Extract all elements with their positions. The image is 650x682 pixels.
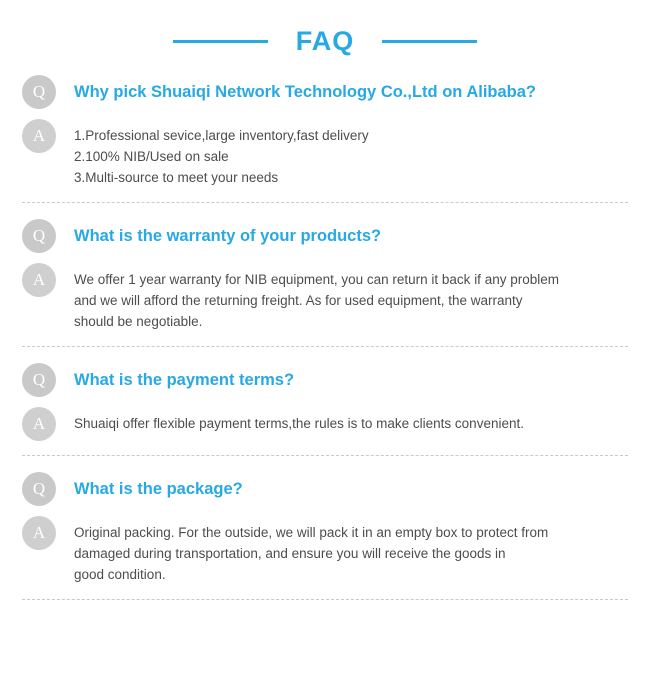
- answer-line: 1.Professional sevice,large inventory,fast delivery: [74, 128, 369, 143]
- page-title: FAQ: [295, 26, 355, 56]
- faq-answer-text: [74, 407, 524, 434]
- faq-question-text: What is the payment terms?: [74, 371, 295, 389]
- faq-question-row: [22, 363, 628, 397]
- faq-answer-row: [22, 516, 628, 585]
- faq-list: [12, 75, 638, 600]
- answer-line: good condition.: [74, 567, 166, 582]
- faq-item: [22, 75, 628, 203]
- question-badge-icon: Q: [22, 472, 56, 506]
- faq-answer-text: [74, 119, 369, 188]
- answer-line: 3.Multi-source to meet your needs: [74, 170, 279, 185]
- answer-line: Original packing. For the outside, we will pack it in an empty box to protect from: [74, 525, 549, 540]
- question-badge-icon: Q: [22, 75, 56, 109]
- answer-line: should be negotiable.: [74, 314, 203, 329]
- faq-answer-text: [74, 516, 548, 585]
- answer-line: 2.100% NIB/Used on sale: [74, 149, 229, 164]
- answer-line: damaged during transportation, and ensure you will receive the goods in: [74, 546, 506, 561]
- question-badge-icon: Q: [22, 363, 56, 397]
- answer-badge-icon: A: [22, 407, 56, 441]
- faq-item: [22, 219, 628, 347]
- header-rule-right: [382, 40, 477, 43]
- faq-question-text: What is the warranty of your products?: [74, 227, 382, 245]
- faq-answer-row: [22, 119, 628, 188]
- question-badge-icon: Q: [22, 219, 56, 253]
- faq-answer-row: [22, 263, 628, 332]
- faq-header: [12, 0, 638, 75]
- answer-badge-icon: A: [22, 263, 56, 297]
- answer-line: Shuaiqi offer flexible payment terms,the rules is to make clients convenient.: [74, 416, 524, 431]
- faq-question-row: [22, 75, 628, 109]
- faq-question-row: [22, 472, 628, 506]
- faq-question-row: [22, 219, 628, 253]
- faq-question-text: What is the package?: [74, 480, 243, 498]
- faq-answer-row: [22, 407, 628, 441]
- faq-answer-text: [74, 263, 559, 332]
- answer-line: We offer 1 year warranty for NIB equipment, you can return it back if any problem: [74, 272, 559, 287]
- answer-badge-icon: A: [22, 119, 56, 153]
- faq-item: [22, 363, 628, 456]
- faq-item: [22, 472, 628, 600]
- answer-line: and we will afford the returning freight. As for used equipment, the warranty: [74, 293, 523, 308]
- answer-badge-icon: A: [22, 516, 56, 550]
- header-rule-left: [173, 40, 268, 43]
- faq-question-text: Why pick Shuaiqi Network Technology Co.,Ltd on Alibaba?: [74, 83, 537, 101]
